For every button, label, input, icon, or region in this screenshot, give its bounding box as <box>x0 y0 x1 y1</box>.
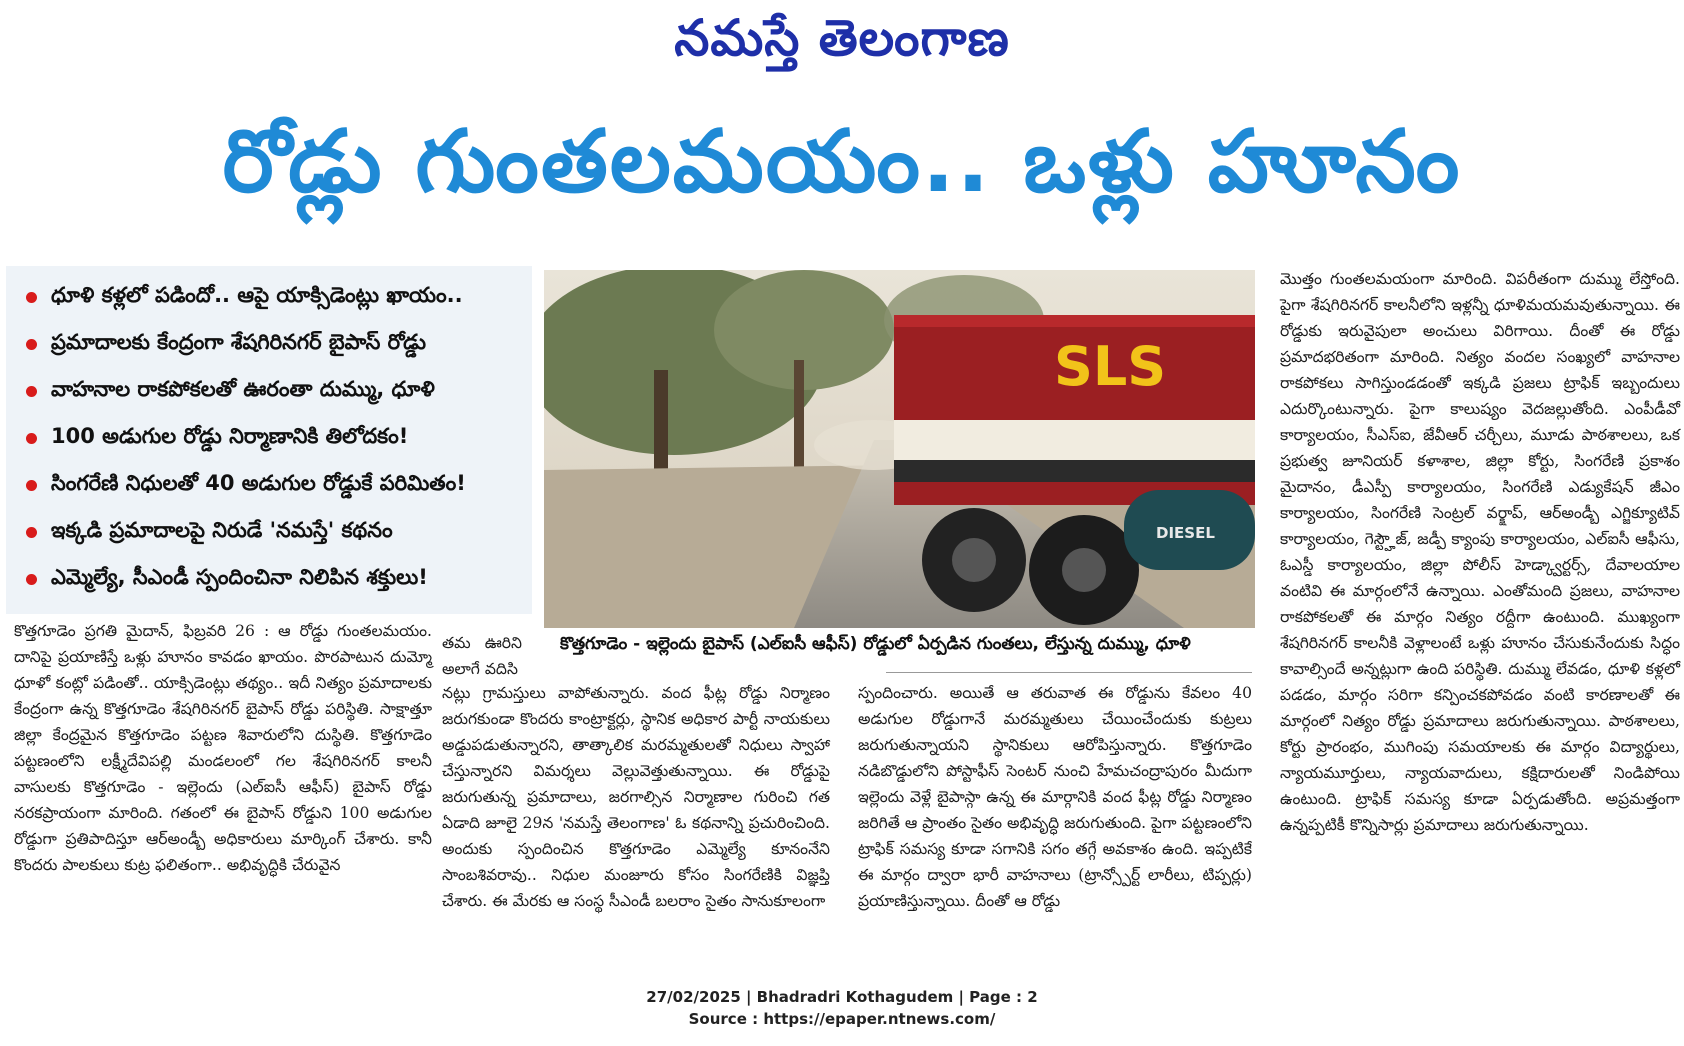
highlight-item <box>16 556 522 603</box>
highlight-text: ధూళి కళ్లలో పడిందో.. ఆపై యాక్సిడెంట్లు ఖాయం.. <box>51 282 463 307</box>
headline: రోడ్లు గుంతలమయం.. ఒళ్లు హూనం <box>222 112 1462 212</box>
article-column-2-intro <box>442 630 522 682</box>
truck-lettering: SLS <box>1054 335 1167 398</box>
photo-caption: కొత్తగూడెం - ఇల్లెందు బైపాస్ (ఎల్ఐసీ ఆఫీస్) రోడ్డులో ఏర్పడిన గుంతలు, లేస్తున్న దుమ్ము, ధూళి <box>560 634 1191 654</box>
footer-dateline: 27/02/2025 | Bhadradri Kothagudem | Page : 2 <box>646 988 1038 1006</box>
newspaper-masthead: నమస్తే తెలంగాణ <box>674 8 1010 67</box>
article-column-4 <box>1280 266 1680 838</box>
highlight-text: ఇక్కడి ప్రమాదాలపై నిరుడే 'నమస్తే' కథనం <box>51 517 393 542</box>
highlight-text: ఎమ్మెల్యే, సీఎండీ స్పందించినా నిలిపిన శక్తులు! <box>51 564 428 589</box>
bullet-icon <box>26 574 37 585</box>
bullet-icon <box>26 386 37 397</box>
caption-divider <box>886 672 1252 673</box>
bullet-icon <box>26 339 37 350</box>
article-text: మొత్తం గుంతలమయంగా మారింది. విపరీతంగా దుమ్ము లేస్తోంది. పైగా శేషగిరినగర్ కాలనీలోని ఇళ్లన్నీ ధూళిమయమవుతున్నాయి. ఈ రోడ్డుకు ఇరువైపులా అంచులు విరిగాయి. దీంతో ఈ రోడ్డు ప్రమాదభరితంగా మారింది. నిత్యం వందల సంఖ్యలో వాహనాల రాకపోకలు సాగిస్తుండడంతో ఇక్కడి ప్రజలు ట్రాఫిక్ ఇబ్బందులు ఎదుర్కొంటున్నారు. పైగా కాలుష్యం వెదజల్లుతోంది. ఎంపీడీవో కార్యాలయం, సీఎస్ఐ, జేవీఆర్ చర్చీలు, మూడు పాఠశాలలు, ఒక ప్రభుత్వ జూనియర్ కళాశాల, జిల్లా కోర్టు, సింగరేణి ప్రకాశం మైదానం, డీఎస్పీ కార్యాలయం, సింగరేణి ఎడ్యుకేషన్ జీఎం కార్యాలయం, సింగరేణి సెంట్రల్ వర్క్షాప్, ఆర్అండ్బీ ఎగ్జిక్యూటివ్ కార్యాలయం, గెస్ట్హౌజ్, జడ్పీ క్యాంపు కార్యాలయం, ఎల్ఐసీ ఆఫీసు, ఓఎస్డీ కార్యాలయం, జిల్లా పోలీస్ హెడ్క్వార్టర్స్, దేవాలయాల వంటివి ఈ మార్గంలోనే ఉన్నాయి. ఎంతోమంది ప్రజలు, వాహనాల రాకపోకలతో ఈ మార్గం నిత్యం రద్దీగా ఉంటుంది. ముఖ్యంగా శేషగిరినగర్ కాలనీకి వెళ్లాలంటే ఒళ్లు హూనం చేసుకునేందుకు సిద్ధం కావాల్సిందే అన్నట్లుగా ఉంది పరిస్థితి. దుమ్ము లేవడం, ధూళి కళ్లలో పడడం, మార్గం సరిగా కన్పించకపోవడం వంటి కారణాలతో ఈ మార్గంలో నిత్యం రోడ్డు ప్రమాదాలు జరుగుతున్నాయి. పాఠశాలలు, కోర్టు ప్రారంభం, ముగింపు సమయాలకు ఈ మార్గం విద్యార్థులు, న్యాయమూర్తులు, న్యాయవాదులు, కక్షిదారులతో నిండిపోయి ఉంటుంది. ట్రాఫిక్ సమస్య కూడా ఏర్పడుతోంది. అప్రమత్తంగా ఉన్నప్పటికీ కొన్నిసార్లు ప్రమాదాలు జరుగుతున్నాయి. <box>1280 270 1680 834</box>
tank-lettering: DIESEL <box>1156 524 1215 542</box>
highlight-item <box>16 509 522 556</box>
bullet-icon <box>26 527 37 538</box>
highlight-item <box>16 274 522 321</box>
highlight-text: వాహనాల రాకపోకలతో ఊరంతా దుమ్ము, ధూళి <box>51 376 435 401</box>
article-column-2 <box>442 680 830 914</box>
article-text: నట్లు గ్రామస్తులు వాపోతున్నారు. వంద ఫీట్ల రోడ్డు నిర్మాణం జరుగకుండా కొందరు కాంట్రాక్టర్లు, స్థానిక అధికార పార్టీ నాయకులు అడ్డుపడుతున్నారని, తాత్కాలిక మరమ్మతులతో నిధులు స్వాహా చేస్తున్నారని విమర్శలు వెల్లువెత్తుతున్నాయి. ఈ రోడ్డుపై జరుగుతున్న ప్రమాదాలు, జరగాల్సిన నిర్మాణాల గురించి గత ఏడాది జూలై 29న 'నమస్తే తెలంగాణ' ఓ కథనాన్ని ప్రచురించింది. అందుకు స్పందించిన కొత్తగూడెం ఎమ్మెల్యే కూనంనేని సాంబశివరావు.. నిధుల మంజూరు కోసం సింగరేణికి విజ్ఞప్తి చేశారు. ఈ మేరకు ఆ సంస్థ సీఎండీ బలరాం సైతం సానుకూలంగా <box>442 684 830 910</box>
highlight-item <box>16 321 522 368</box>
article-text: స్పందించారు. అయితే ఆ తరువాత ఈ రోడ్డును కేవలం 40 అడుగుల రోడ్డుగానే మరమ్మతులు చేయించేందుకు కుట్రలు జరుగుతున్నాయని స్థానికులు ఆరోపిస్తున్నారు. కొత్తగూడెం నడిబొడ్డులోని పోస్టాఫీస్ సెంటర్ నుంచి హేమచంద్రాపురం మీదుగా ఇల్లెందు వెళ్లే బైపాస్గా ఉన్న ఈ మార్గానికి వంద ఫీట్ల రోడ్డు నిర్మాణం జరిగితే ఆ ప్రాంతం సైతం అభివృద్ధి జరుగుతుంది. పైగా పట్టణంలోని ట్రాఫిక్ సమస్య కూడా సగానికి సగం తగ్గే అవకాశం ఉంది. ఇప్పటికే ఈ మార్గం ద్వారా భారీ వాహనాలు (ట్రాన్స్పోర్ట్ లారీలు, టిప్పర్లు) ప్రయాణిస్తున్నాయి. దీంతో ఆ రోడ్డు <box>858 684 1252 910</box>
news-photo <box>544 270 1255 628</box>
bullet-icon <box>26 433 37 444</box>
article-column-3 <box>858 680 1252 914</box>
footer-source: Source : https://epaper.ntnews.com/ <box>688 1010 996 1028</box>
highlight-text: ప్రమాదాలకు కేంద్రంగా శేషగిరినగర్ బైపాస్ రోడ్డు <box>51 329 426 354</box>
highlights-box <box>6 266 532 614</box>
road-truck-photo <box>544 270 1255 628</box>
article-column-1 <box>14 618 432 878</box>
highlight-item <box>16 415 522 462</box>
bullet-icon <box>26 292 37 303</box>
article-text: తమ ఊరిని అలాగే వదిసి <box>442 634 522 678</box>
highlight-item <box>16 462 522 509</box>
bullet-icon <box>26 480 37 491</box>
highlight-item <box>16 368 522 415</box>
article-text: కొత్తగూడెం ప్రగతి మైదాన్, ఫిబ్రవరి 26 : ఆ రోడ్డు గుంతలమయం. దానిపై ప్రయాణిస్తే ఒళ్లు హూనం కావడం ఖాయం. పొరపాటున దుమ్మో ధూళో కంట్లో పడింతో.. యాక్సిడెంట్లు తథ్యం.. ఇదీ నిత్యం ప్రమాదాలకు కేంద్రంగా ఉన్న కొత్తగూడెం శేషగిరినగర్ బైపాస్ రోడ్డు పరిస్థితి. సాక్షాత్తూ జిల్లా కేంద్రమైన కొత్తగూడెం పట్టణ శివారులోని దుస్థితి. కొత్తగూడెం పట్టణంలోని లక్ష్మీదేవిపల్లి మండలంలో గల శేషగిరినగర్ కాలనీ వాసులకు కొత్తగూడెం - ఇల్లెందు (ఎల్ఐసీ ఆఫీస్) బైపాస్ రోడ్డు నరకప్రాయంగా మారింది. గతంలో ఈ బైపాస్ రోడ్డుని 100 అడుగుల రోడ్డుగా ప్రతిపాదిస్తూ ఆర్అండ్బీ అధికారులు మార్కింగ్ చేశారు. కానీ కొందరు పాలకులు కుట్ర ఫలితంగా.. అభివృద్ధికి చేరువైన <box>14 622 432 874</box>
highlight-text: సింగరేణి నిధులతో 40 అడుగుల రోడ్డుకే పరిమితం! <box>51 470 466 495</box>
highlight-text: 100 అడుగుల రోడ్డు నిర్మాణానికి తిలోదకం! <box>51 423 409 448</box>
